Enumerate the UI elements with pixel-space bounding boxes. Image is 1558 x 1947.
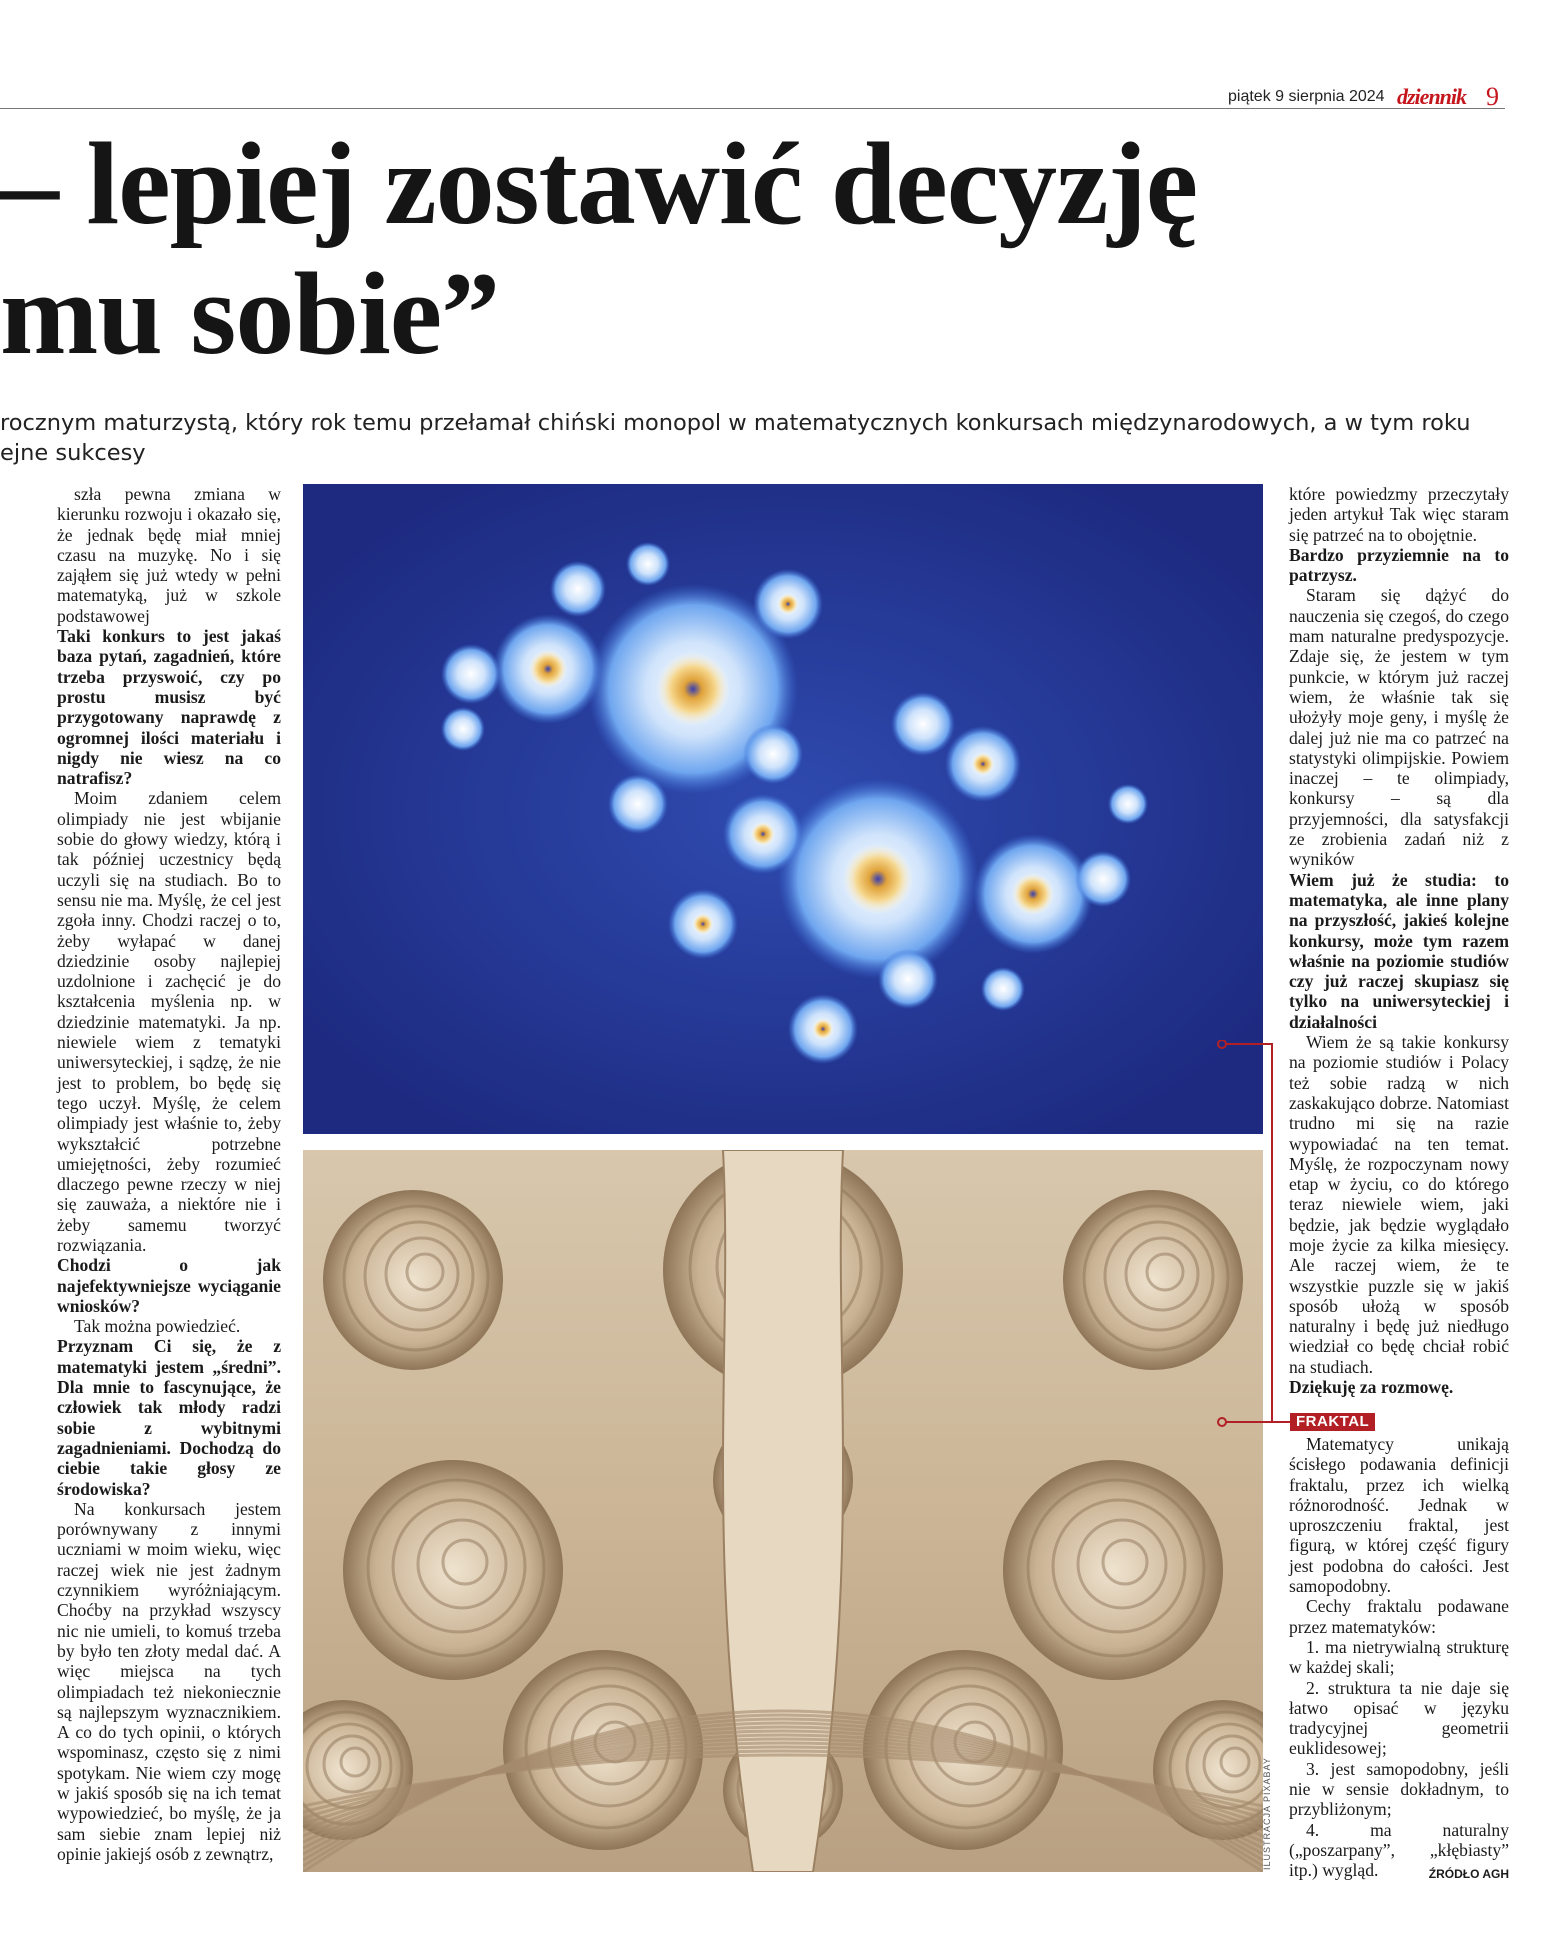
fractal-lobe [743, 724, 803, 784]
fractal-lobe [878, 949, 938, 1009]
fractal-core [813, 1019, 834, 1040]
central-column [723, 1150, 843, 1872]
ornament-bulb [1003, 1460, 1223, 1680]
fraktal-tag: FRAKTAL [1290, 1413, 1375, 1431]
fractal-lobe [891, 692, 955, 756]
interview-question: Przyznam Ci się, że z matematyki jestem „średni”. Dla mnie to fascynujące, że człowiek tak młody radzi sobie z wybitnymi zagadnieniami. Dochodzą do ciebie takie głosy ze środowiska? [57, 1336, 281, 1499]
interview-question: Dziękuję za rozmowę. [1289, 1377, 1454, 1398]
julia-fractal-image [303, 484, 1263, 1134]
ornament-bulb [323, 1190, 503, 1370]
page-number: 9 [1486, 82, 1499, 111]
fractal-lobe [608, 774, 668, 834]
fractal-core [529, 650, 568, 689]
article-column-left [57, 484, 281, 1864]
interview-answer: które powiedzmy przeczytały jeden artykuł Tak więc staram się patrzeć na to obojętnie. [1289, 484, 1509, 545]
fractal-core [843, 844, 913, 914]
interview-answer: szła pewna zmiana w kierunku rozwoju i okazało się, że jednak będę miał mniej czasu na muzykę. No i się zająłem się już wtedy w pełni matematyką, już w szkole podstawowej [57, 484, 281, 626]
fractal-core [693, 914, 714, 935]
fraktal-paragraph: 1. ma nietrywialną strukturę w każdej skali; [1289, 1636, 1509, 1678]
interview-question: Chodzi o jak najefektywniejsze wyciąganie wniosków? [57, 1255, 281, 1316]
interview-answer: Moim zdaniem celem olimpiady nie jest wbijanie sobie do głowy wiedzy, którą i tak później uczestnicy będą uczyli się na studiach. Bo to sensu nie ma. Myślę, że cel jest zgoła inny. Chodzi raczej o to, żeby wyłapać w danej dziedzinie osoby najlepiej uzdolnione i zachęcić je do kształcenia myślenia np. w dziedzinie matematyki. Ja np. niewiele wiem z tematyki uniwersyteckiej, i sądzę, że nie jest to problem, bo będę się tego uczył. Myślę, że celem olimpiady jest właśnie to, żeby wykształcić potrzebne umiejętności, żeby rozumieć dlaczego pewne rzeczy w niej się zauważa, a niektóre nie i żeby samemu tworzyć rozwiązania. [57, 788, 281, 1255]
mandelbrot-drawing [303, 1150, 1263, 1872]
fraktal-paragraph: 2. struktura ta nie daje się łatwo opisać w języku tradycyjnej geometrii euklidesowej; [1289, 1677, 1509, 1759]
fractal-core [778, 594, 799, 615]
article-column-right [1289, 484, 1509, 1397]
headline-line-1: – lepiej zostawić decyzję [0, 118, 1198, 249]
fractal-lobe [550, 561, 606, 617]
fractal-core [656, 652, 730, 726]
interview-answer: Wiem że są takie konkursy na poziomie studiów i Polacy też sobie radzą w nich zaskakująco dobrze. Natomiast trudno mi się na razie wypowiadać na ten temat. Myślę, że rozpoczynam nowy etap w życiu, co do którego teraz niewiele wiem, jaki będzie, jak będzie wyglądało moje życie za kilka miesięcy. Ale raczej wiem, że te wszystkie puzzle się w jakiś sposób ułożą w sposób naturalny i będę już niedługo wiedział co będę chciał robić na studiach. [1289, 1032, 1509, 1377]
interview-question: Wiem już że studia: to matematyka, ale inne plany na przyszłość, jakieś kolejne konkursy, może tym razem właśnie na poziomie studiów czy już raczej skupiasz się tylko na uniwersyteckiej i działalności [1289, 869, 1509, 1032]
interview-answer: Staram się dążyć do nauczenia się czegoś, do czego mam naturalne predyspozycje. Zdaje się, że jestem w tym punkcie, w którym już raczej wiem, że właśnie tak się ułożyły moje geny, i myślę że dalej już nie ma co patrzeć na statystyki olimpijskie. Powiem inaczej – te olimpiady, konkursy – są dla przyjemności, dla satysfakcji ze zrobienia zadań niż z wyników [1289, 585, 1509, 870]
fractal-core [972, 753, 995, 776]
lead-line-2: ejne sukcesy [0, 440, 146, 466]
fractal-lobe [1075, 851, 1131, 907]
header-rule [0, 108, 1505, 109]
julia-fractal-drawing [303, 484, 1263, 1134]
fraktal-paragraph: Cechy fraktalu podawane przez matematyków: [1289, 1596, 1509, 1637]
fractal-lobe [1108, 784, 1148, 824]
issue-date: piątek 9 sierpnia 2024 [1228, 88, 1385, 105]
fractal-lobe [441, 707, 485, 751]
fraktal-paragraph: 4. ma naturalny („poszarpany”, „kłębiasty” itp.) wygląd. ŹRÓDŁO AGH [1289, 1820, 1509, 1881]
fractal-lobe [441, 644, 501, 704]
ornament-bulb [343, 1460, 563, 1680]
photo-credit-text: ILUSTRACJA PIXABAY [1262, 1757, 1272, 1870]
interview-question: Bardzo przyziemnie na to patrzysz. [1289, 544, 1509, 586]
interview-answer: Tak można powiedzieć. [74, 1316, 241, 1337]
fraktal-box [1289, 1434, 1509, 1885]
fractal-lobe [981, 967, 1025, 1011]
fractal-core [1012, 873, 1054, 915]
lead-line-1: rocznym maturzystą, który rok temu przełamał chiński monopol w matematycznych konkursach międzynarodowych, a w tym roku [0, 410, 1471, 436]
fraktal-source: ŹRÓDŁO AGH [1428, 1867, 1509, 1882]
fraktal-paragraph: Matematycy unikają ścisłego podawania definicji fraktalu, przez ich wielką różnorodność. Jednak w uproszczeniu fraktal, jest figurą, w której część figury jest podobna do całości. Jest samopodobny. [1289, 1434, 1509, 1597]
fractal-core [751, 822, 775, 846]
newspaper-logo: dziennik [1397, 84, 1467, 109]
fractal-lobe [626, 542, 670, 586]
headline-line-2: mu sobie” [0, 248, 500, 379]
mandelbrot-3d-image [303, 1150, 1263, 1872]
photo-credit [1262, 1757, 1276, 1870]
interview-question: Taki konkurs to jest jakaś baza pytań, zagadnień, które trzeba przyswoić, czy po prostu musisz być przygotowany naprawdę z ogromnej ilości materiału i nigdy nie wiesz na co natrafisz? [57, 626, 281, 789]
interview-answer: Na konkursach jestem porównywany z innymi uczniami w moim wieku, więc raczej wiek nie jest żadnym czynnikiem wyróżniającym. Choćby na przykład wszyscy nic nie umieli, to komuś trzeba by było ten złoty medal dać. A więc miejsca na tych olimpiadach też niekoniecznie są najlepszym wyznacznikiem. A co do tych opinii, o których wspominasz, często się z nimi spotykam. Nie wiem czy mogę w jakiś sposób się na ich temat wypowiedzieć, bo myślę, że ja sam siebie znam lepiej niż opinie jakiejś osób z zewnątrz, [57, 1498, 281, 1864]
fraktal-connector-line [1208, 1040, 1298, 1430]
fraktal-paragraph: 3. jest samopodobny, jeśli nie w sensie dokładnym, to przybliżonym; [1289, 1758, 1509, 1820]
